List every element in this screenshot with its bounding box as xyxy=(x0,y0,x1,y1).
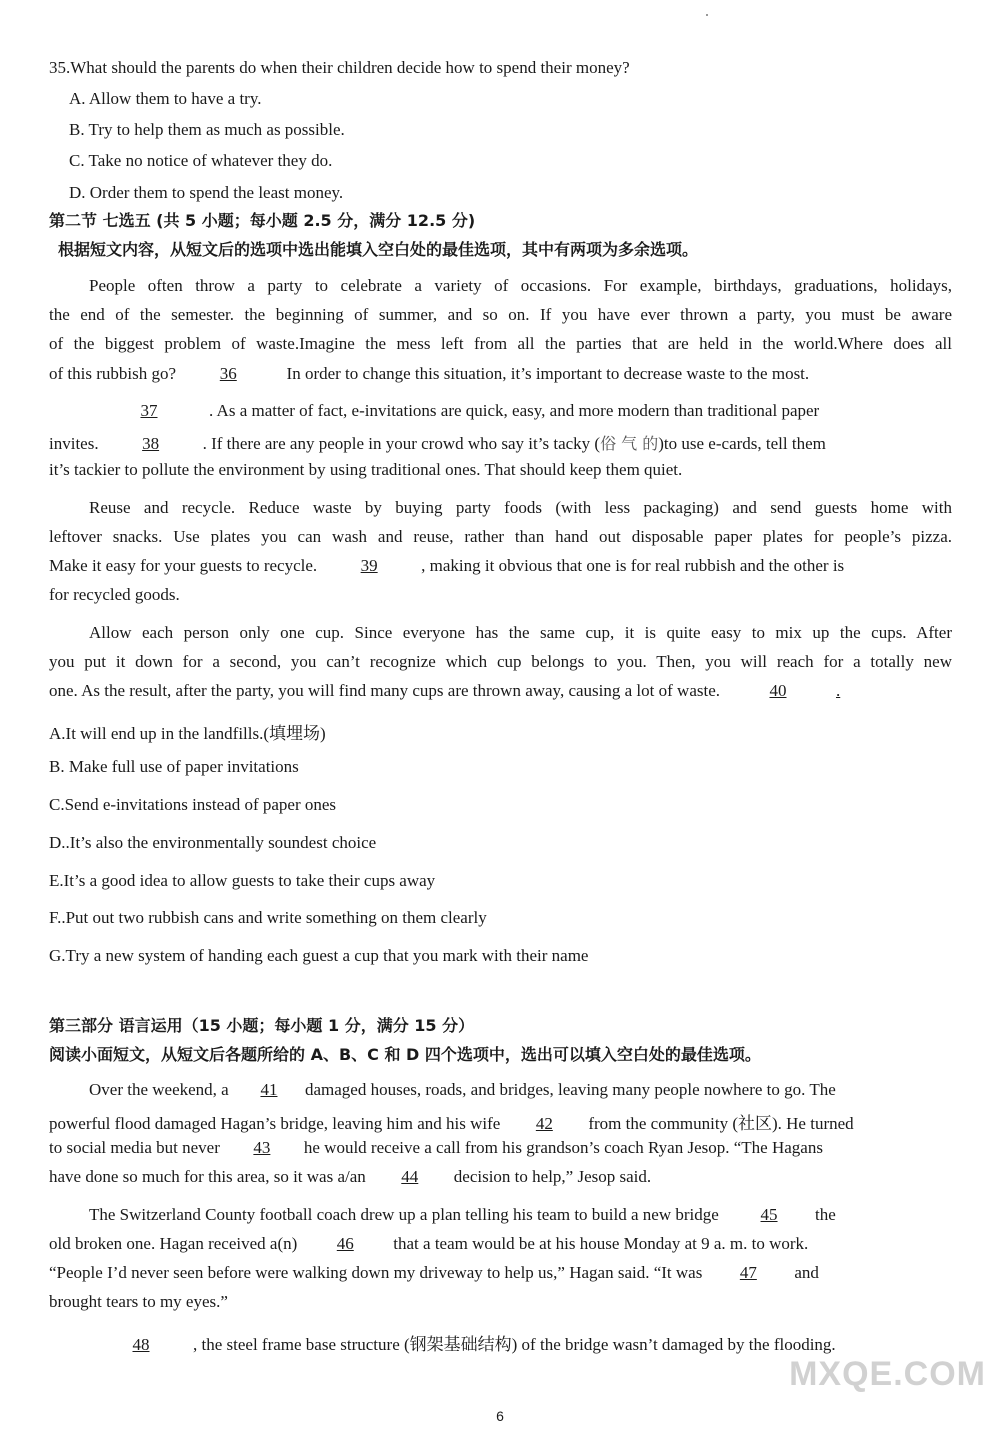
s2-p1-line3: of the biggest problem of waste.Imagine the mess left from all the parties that are held in the world.Where does all xyxy=(49,334,952,353)
s2-p1-line1: People often throw a party to celebrate a variety of occasions. For example, birthdays, graduations, holidays, xyxy=(89,276,952,295)
q35-option-d: D. Order them to spend the least money. xyxy=(69,183,344,202)
q35-option-c: C. Take no notice of whatever they do. xyxy=(69,151,333,170)
q35-option-a: A. Allow them to have a try. xyxy=(69,89,262,108)
blank-46[interactable]: 46 xyxy=(336,1234,354,1253)
s2-p2-text: invites. xyxy=(49,434,99,453)
s3-p1-text: have done so much for this area, so it was a/an xyxy=(49,1167,366,1186)
s2-p3-line2: leftover snacks. Use plates you can wash and reuse, rather than hand out disposable paper plates for people’s pizza. xyxy=(49,527,952,546)
s2-p2-gloss: 俗 气 的 xyxy=(600,434,659,453)
s3-p2-line2 xyxy=(49,1234,808,1254)
s2-option-e: E.It’s a good idea to allow guests to take their cups away xyxy=(49,871,436,890)
s3-p1-line4 xyxy=(49,1167,651,1187)
s2-p2-line3: it’s tackier to pollute the environment by using traditional ones. That should keep them quiet. xyxy=(49,460,683,479)
section3-heading-title: 第三部分 语言运用 xyxy=(49,1016,183,1035)
s2-option-b: B. Make full use of paper invitations xyxy=(49,757,299,776)
s3-p2-text: that a team would be at his house Monday at 9 a. m. to work. xyxy=(393,1234,809,1253)
section2-heading xyxy=(49,208,475,231)
section3-instruction: 阅读小面短文，从短文后各题所给的 A、B、C 和 D 四个选项中，选出可以填入空白处的最佳选项。 xyxy=(49,1045,761,1064)
s2-p4-line2: you put it down for a second, you can’t recognize which cup belongs to you. Then, you will reach for a totally new xyxy=(49,652,952,671)
s3-p1-text: to social media but never xyxy=(49,1138,220,1157)
watermark-logo: MXQE.COM xyxy=(789,1355,986,1393)
s2-p2-text: . If there are any people in your crowd who say it’s tacky ( xyxy=(202,434,601,453)
s2-p1-line2: the end of the semester. the beginning of summer, and so on. If you have ever thrown a party, you must be aware xyxy=(49,305,952,324)
s2-p4-line3: one. As the result, after the party, you will find many cups are thrown away, causing a lot of waste. 40 . xyxy=(49,681,841,700)
s3-p2-text: “People I’d never seen before were walking down my driveway to help us,” Hagan said. “It was xyxy=(49,1263,703,1282)
s3-p2-line4: brought tears to my eyes.” xyxy=(49,1292,228,1311)
section3-heading xyxy=(49,1013,474,1036)
s2-p1-text: of this rubbish go? xyxy=(49,364,177,383)
s3-p1-line2 xyxy=(49,1109,854,1134)
blank-40[interactable]: 40 xyxy=(769,681,787,700)
s2-option-a: A.It will end up in the landfills.(填埋场) xyxy=(49,724,326,743)
s2-p1-line4 xyxy=(49,364,809,384)
s2-p2-text: . As a matter of fact, e-invitations are quick, easy, and more modern than traditional paper xyxy=(209,401,820,420)
blank-48[interactable]: 48 xyxy=(132,1335,150,1354)
s2-p1-text: In order to change this situation, it’s important to decrease waste to the most. xyxy=(286,364,810,383)
s3-p2-line3 xyxy=(49,1263,819,1283)
s3-p1-text: from the community (社区). He turned xyxy=(588,1114,854,1133)
s2-option-c: C.Send e-invitations instead of paper ones xyxy=(49,795,337,814)
blank-44[interactable]: 44 xyxy=(401,1167,419,1186)
s2-option-g: G.Try a new system of handing each guest a cup that you mark with their name xyxy=(49,946,589,965)
s3-p1-line1 xyxy=(49,1080,836,1100)
s3-p1-text: he would receive a call from his grandson’s coach Ryan Jesop. “The Hagans xyxy=(303,1138,823,1157)
s3-p1-text: decision to help,” Jesop said. xyxy=(453,1167,652,1186)
s2-p2-line2 xyxy=(49,431,952,454)
s2-option-f: F..Put out two rubbish cans and write something on them clearly xyxy=(49,908,487,927)
s3-p2-text: old broken one. Hagan received a(n) xyxy=(49,1234,298,1253)
s2-p4-line1: Allow each person only one cup. Since everyone has the same cup, it is quite easy to mix up the cups. After xyxy=(89,623,952,642)
s3-p2-text: the xyxy=(815,1205,836,1224)
section3-heading-score: （15 小题；每小题 1 分，满分 15 分） xyxy=(182,1016,475,1035)
section2-heading-title: 第二节 七选五 xyxy=(49,211,157,230)
blank-36[interactable]: 36 xyxy=(219,364,237,383)
s2-p3-text: , making it obvious that one is for real rubbish and the other is xyxy=(421,556,845,575)
blank-37[interactable]: 37 xyxy=(140,401,158,420)
s3-p1-line3 xyxy=(49,1138,823,1158)
s3-p1-text: damaged houses, roads, and bridges, leaving many people nowhere to go. The xyxy=(304,1080,836,1099)
s3-p2-line1 xyxy=(49,1205,836,1225)
page-number: 6 xyxy=(496,1408,504,1424)
s3-p3-text: , the steel frame base structure (钢架基础结构) of the bridge wasn’t damaged by the flooding. xyxy=(193,1335,836,1354)
s2-p3-line1: Reuse and recycle. Reduce waste by buying party foods (with less packaging) and send guests home with xyxy=(89,498,952,517)
s3-p2-text: and xyxy=(794,1263,819,1282)
s3-p1-text: Over the weekend, a xyxy=(89,1080,229,1099)
s2-option-d: D..It’s also the environmentally soundest choice xyxy=(49,833,377,852)
s3-p1-text: powerful flood damaged Hagan’s bridge, leaving him and his wife xyxy=(49,1114,501,1133)
section2-heading-score: (共 5 小题；每小题 2.5 分，满分 12.5 分) xyxy=(156,211,476,230)
blank-41[interactable]: 41 xyxy=(260,1080,278,1099)
s3-p2-text: The Switzerland County football coach drew up a plan telling his team to build a new bridge xyxy=(89,1205,719,1224)
scan-speck xyxy=(706,14,708,16)
blank-39[interactable]: 39 xyxy=(360,556,378,575)
blank-47[interactable]: 47 xyxy=(739,1263,757,1282)
blank-45[interactable]: 45 xyxy=(760,1205,778,1224)
section2-instruction: 根据短文内容，从短文后的选项中选出能填入空白处的最佳选项，其中有两项为多余选项。 xyxy=(58,240,699,259)
s2-p4-text: one. As the result, after the party, you will find many cups are thrown away, causing a lot of waste. xyxy=(49,681,720,700)
q35-option-b: B. Try to help them as much as possible. xyxy=(69,120,345,139)
blank-42[interactable]: 42 xyxy=(535,1114,553,1133)
blank-38[interactable]: 38 xyxy=(142,434,160,453)
s2-p2-text: )to use e-cards, tell them xyxy=(658,434,826,453)
s2-p2-line1 xyxy=(49,401,952,421)
s2-p3-line3 xyxy=(49,556,952,576)
s2-p3-text: Make it easy for your guests to recycle. xyxy=(49,556,318,575)
question-35-stem: 35.What should the parents do when their children decide how to spend their money? xyxy=(49,58,630,77)
s2-p3-line4: for recycled goods. xyxy=(49,585,180,604)
blank-43[interactable]: 43 xyxy=(253,1138,271,1157)
s3-p3-line1 xyxy=(49,1330,836,1355)
